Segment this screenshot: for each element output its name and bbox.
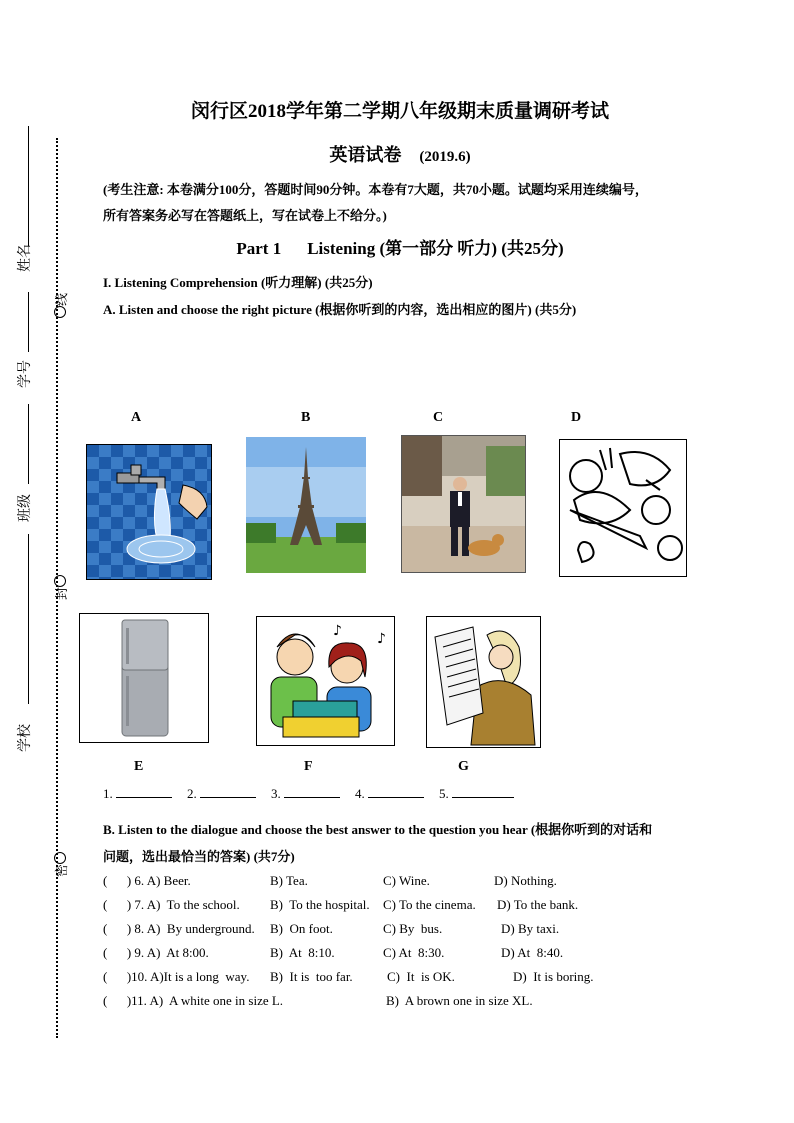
part-heading xyxy=(0,234,794,259)
picture-letter-b: B xyxy=(301,410,311,425)
vegetables-outline-icon xyxy=(559,439,687,577)
question-10-option-d: D) It is boring. xyxy=(513,969,594,984)
secret-marker: 密 xyxy=(51,852,70,877)
section-a-heading: A. Listen and choose the right picture (根据你听到的内容，选出相应的图片) (共5分) xyxy=(103,302,577,317)
svg-text:♪: ♪ xyxy=(333,623,342,639)
question-10-option-a: ( )10. A)It is a long way. xyxy=(103,969,250,984)
question-9-option-d: D) At 8:40. xyxy=(501,945,564,960)
question-9-option-b: B) At 8:10. xyxy=(270,945,335,960)
faucet-washing-hands-icon xyxy=(86,444,212,580)
question-8-option-b: B) On foot. xyxy=(270,921,333,936)
exam-title: 闵行区2018学年第二学期八年级期末质量调研考试 xyxy=(190,101,609,122)
question-8-option-d: D) By taxi. xyxy=(501,921,560,936)
notice-line-1: (考生注意: 本卷满分100分，答题时间90分钟。本卷有7大题，共70小题。试题均采用连续编号， xyxy=(103,182,648,197)
class-underline xyxy=(28,404,29,484)
question-6-option-a: ( ) 6. A) Beer. xyxy=(103,873,191,888)
seal-marker: 封 xyxy=(51,575,70,600)
question-10-option-b: B) It is too far. xyxy=(270,969,353,984)
circle-icon xyxy=(54,852,66,864)
picture-letter-d: D xyxy=(571,410,582,425)
question-8-option-a: ( ) 8. A) By underground. xyxy=(103,921,255,936)
picture-letter-f: F xyxy=(304,759,313,774)
picture-letter-e: E xyxy=(134,759,144,774)
question-10-option-c: C) It is OK. xyxy=(387,969,455,984)
name-label: 姓名 xyxy=(18,244,33,272)
question-7-option-b: B) To the hospital. xyxy=(270,897,370,912)
school-label: 学校 xyxy=(18,724,33,752)
part-label: Part 1 xyxy=(236,239,282,258)
notice-line-2: 所有答案务必写在答题纸上，写在试卷上不给分。) xyxy=(103,208,387,223)
question-11-option-b: B) A brown one in size XL. xyxy=(386,993,533,1008)
student-id-underline xyxy=(28,292,29,352)
line-marker: 线 xyxy=(51,293,70,318)
subject-label: 英语试卷 xyxy=(329,145,402,165)
eiffel-tower-icon xyxy=(246,437,366,573)
picture-letter-c: C xyxy=(433,410,444,425)
answer-blank-2[interactable]: 2. xyxy=(187,786,256,802)
woman-reading-newspaper-icon xyxy=(426,616,541,748)
section-b-heading-line-2: 问题，选出最恰当的答案) (共7分) xyxy=(103,849,295,864)
question-7-option-d: D) To the bank. xyxy=(497,897,579,912)
singing-couple-icon xyxy=(256,616,395,746)
answer-blank-4[interactable]: 4. xyxy=(355,786,424,802)
picture-letter-g: G xyxy=(458,759,469,774)
refrigerator-icon xyxy=(79,613,209,743)
answer-blank-1[interactable]: 1. xyxy=(103,786,172,802)
question-8-option-c: C) By bus. xyxy=(383,921,443,936)
picture-letter-a: A xyxy=(131,410,142,425)
question-7-option-a: ( ) 7. A) To the school. xyxy=(103,897,240,912)
class-label: 班级 xyxy=(18,494,33,522)
circle-icon xyxy=(54,306,66,318)
question-11-option-a: ( )11. A) A white one in size L. xyxy=(103,993,284,1008)
question-row xyxy=(103,993,533,1041)
question-9-option-a: ( ) 9. A) At 8:00. xyxy=(103,945,209,960)
question-6-option-b: B) Tea. xyxy=(270,873,308,888)
section-b-heading-line-1: B. Listen to the dialogue and choose the best answer to the question you hear (根据你听到的对话和 xyxy=(103,822,653,837)
question-6-option-c: C) Wine. xyxy=(383,873,430,888)
question-6-option-d: D) Nothing. xyxy=(494,873,557,888)
circle-icon xyxy=(54,575,66,587)
answer-blank-3[interactable]: 3. xyxy=(271,786,340,802)
answer-blank-5[interactable]: 5. xyxy=(439,786,514,802)
question-7-option-c: C) To the cinema. xyxy=(383,897,476,912)
exam-subtitle xyxy=(0,141,794,167)
man-walking-dog-icon xyxy=(401,435,526,573)
question-9-option-c: C) At 8:30. xyxy=(383,945,445,960)
school-underline xyxy=(28,534,29,704)
svg-text:♪: ♪ xyxy=(377,631,386,647)
section-i-heading: I. Listening Comprehension (听力理解) (共25分) xyxy=(103,275,373,290)
exam-date: (2019.6) xyxy=(419,149,471,165)
part-title: Listening (第一部分 听力) (共25分) xyxy=(307,239,564,258)
exam-notice xyxy=(103,177,723,229)
student-id-label: 学号 xyxy=(18,360,33,388)
